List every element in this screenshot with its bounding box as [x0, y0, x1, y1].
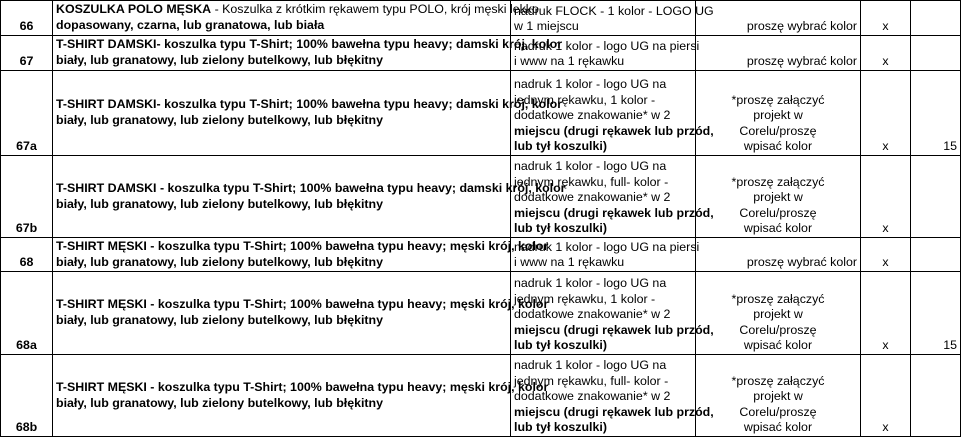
color-instruction [696, 36, 861, 71]
color-line: projekt w [753, 307, 803, 322]
quantity-cell [911, 156, 961, 238]
color-line: *proszę załączyć [731, 92, 825, 107]
table-row [1, 36, 961, 71]
print-line: jednym rękawku, 1 kolor - [514, 92, 656, 107]
print-line: nadruk 1 kolor - logo UG na [514, 276, 667, 291]
print-description [511, 1, 714, 36]
row-id: 67 [1, 36, 53, 71]
product-description-line: biały, lub granatowy, lub zielony butelkowy, lub błękitny [56, 313, 384, 327]
table-row [1, 355, 961, 437]
row-id: 68 [1, 238, 53, 272]
print-description [511, 36, 700, 71]
color-instruction [696, 238, 861, 272]
print-line: lub tył koszulki) [514, 420, 607, 435]
print-description [511, 71, 714, 156]
color-line: proszę wybrać kolor [746, 19, 857, 34]
color-line: *proszę załączyć [731, 373, 825, 388]
print-description [511, 355, 714, 437]
color-line: proszę wybrać kolor [746, 255, 857, 270]
print-line: nadruk 1 kolor - logo UG na piersi [514, 239, 700, 254]
quantity-cell: 15 [911, 71, 961, 156]
color-line: Corelu/proszę [739, 404, 817, 419]
print-line: w 1 miejscu [514, 19, 579, 34]
print-line: jednym rękawku, 1 kolor - [514, 291, 656, 306]
color-line: projekt w [753, 389, 803, 404]
print-description [511, 156, 714, 238]
product-description-line: biały, lub granatowy, lub zielony butelkowy, lub błękitny [56, 53, 384, 67]
quantity-cell [911, 1, 961, 36]
color-line: *proszę załączyć [731, 291, 825, 306]
row-id: 68b [1, 355, 53, 437]
print-line: dodatkowe znakowanie* w 2 [514, 108, 671, 123]
print-line: miejscu (drugi rękawek lub przód, [514, 404, 714, 419]
product-description-line: dopasowany, czarna, lub granatowa, lub biała [56, 18, 325, 32]
color-line: wpisać kolor [743, 139, 813, 154]
product-description-line: biały, lub granatowy, lub zielony butelkowy, lub błękitny [56, 113, 384, 127]
color-line: projekt w [753, 190, 803, 205]
print-line: dodatkowe znakowanie* w 2 [514, 389, 671, 404]
row-id: 67a [1, 71, 53, 156]
print-line: nadruk 1 kolor - logo UG na [514, 159, 667, 174]
color-line: wpisać kolor [743, 420, 813, 435]
mark-cell: x [861, 156, 911, 238]
product-description-line: T-SHIRT DAMSKI- koszulka typu T-Shirt; 100% bawełna typu heavy; damski krój, kolor [56, 97, 563, 112]
quantity-cell [911, 355, 961, 437]
product-description-line: biały, lub granatowy, lub zielony butelkowy, lub błękitny [56, 196, 384, 211]
product-description-line: T-SHIRT DAMSKI - koszulka typu T-Shirt; 100% bawełna typu heavy; damski krój, kolor [56, 180, 566, 195]
product-description-rest: - Koszulka z krótkim rękawem typu POLO, krój męski lekko [211, 2, 539, 17]
product-description-line: T-SHIRT MĘSKI - koszulka typu T-Shirt; 100% bawełna typu heavy; męski krój, kolor [56, 379, 549, 394]
product-description [53, 355, 549, 437]
color-line: projekt w [753, 108, 803, 123]
color-line: Corelu/proszę [739, 205, 817, 220]
mark-cell: x [861, 272, 911, 355]
print-line: i www na 1 rękawku [514, 255, 625, 270]
product-description-line: biały, lub granatowy, lub zielony butelkowy, lub błękitny [56, 254, 384, 269]
mark-cell: x [861, 355, 911, 437]
print-line: nadruk 1 kolor - logo UG na piersi [514, 38, 700, 53]
color-instruction [696, 71, 861, 156]
print-line: jednym rękawku, full- kolor - [514, 174, 669, 189]
color-line: wpisać kolor [743, 338, 813, 353]
mark-cell: x [861, 36, 911, 71]
color-line: Corelu/proszę [739, 123, 817, 138]
product-description [53, 36, 563, 71]
product-description [53, 272, 549, 355]
product-description-line: T-SHIRT DAMSKI- koszulka typu T-Shirt; 100% bawełna typu heavy; damski krój, kolor [56, 37, 563, 52]
table-row [1, 1, 961, 36]
product-description-line: biały, lub granatowy, lub zielony butelkowy, lub błękitny [56, 395, 384, 410]
mark-cell: x [861, 238, 911, 272]
print-description [511, 238, 700, 272]
quantity-cell [911, 36, 961, 71]
product-description-line: T-SHIRT MĘSKI - koszulka typu T-Shirt; 100% bawełna typu heavy; męski krój, kolor [56, 297, 549, 312]
print-line: miejscu (drugi rękawek lub przód, [514, 123, 714, 138]
quantity-cell: 15 [911, 272, 961, 355]
color-instruction [696, 1, 861, 36]
print-line: dodatkowe znakowanie* w 2 [514, 190, 671, 205]
product-description [53, 1, 539, 36]
row-id: 67b [1, 156, 53, 238]
print-line: dodatkowe znakowanie* w 2 [514, 307, 671, 322]
print-description [511, 272, 714, 355]
table-row [1, 238, 961, 272]
color-instruction [696, 272, 861, 355]
print-line: jednym rękawku, full- kolor - [514, 373, 669, 388]
mark-cell: x [861, 1, 911, 36]
product-description-line: T-SHIRT MĘSKI - koszulka typu T-Shirt; 100% bawełna typu heavy; męski krój, kolor [56, 238, 549, 253]
product-name: KOSZULKA POLO MĘSKA [56, 2, 212, 17]
color-line: *proszę załączyć [731, 174, 825, 189]
mark-cell: x [861, 71, 911, 156]
color-instruction [696, 156, 861, 238]
print-line: lub tył koszulki) [514, 338, 607, 353]
print-line: i www na 1 rękawku [514, 54, 625, 69]
color-line: wpisać kolor [743, 221, 813, 236]
product-description [53, 238, 549, 272]
print-line: nadruk FLOCK - 1 kolor - LOGO UG [514, 3, 714, 18]
print-line: miejscu (drugi rękawek lub przód, [514, 205, 714, 220]
table-row [1, 71, 961, 156]
table-row [1, 272, 961, 355]
color-line: proszę wybrać kolor [746, 54, 857, 69]
color-instruction [696, 355, 861, 437]
table-row [1, 156, 961, 238]
quantity-cell [911, 238, 961, 272]
row-id: 68a [1, 272, 53, 355]
print-line: lub tył koszulki) [514, 139, 607, 154]
print-line: nadruk 1 kolor - logo UG na [514, 358, 667, 373]
color-line: Corelu/proszę [739, 322, 817, 337]
print-line: nadruk 1 kolor - logo UG na [514, 77, 667, 92]
print-line: miejscu (drugi rękawek lub przód, [514, 322, 714, 337]
row-id: 66 [1, 1, 53, 36]
print-line: lub tył koszulki) [514, 221, 607, 236]
